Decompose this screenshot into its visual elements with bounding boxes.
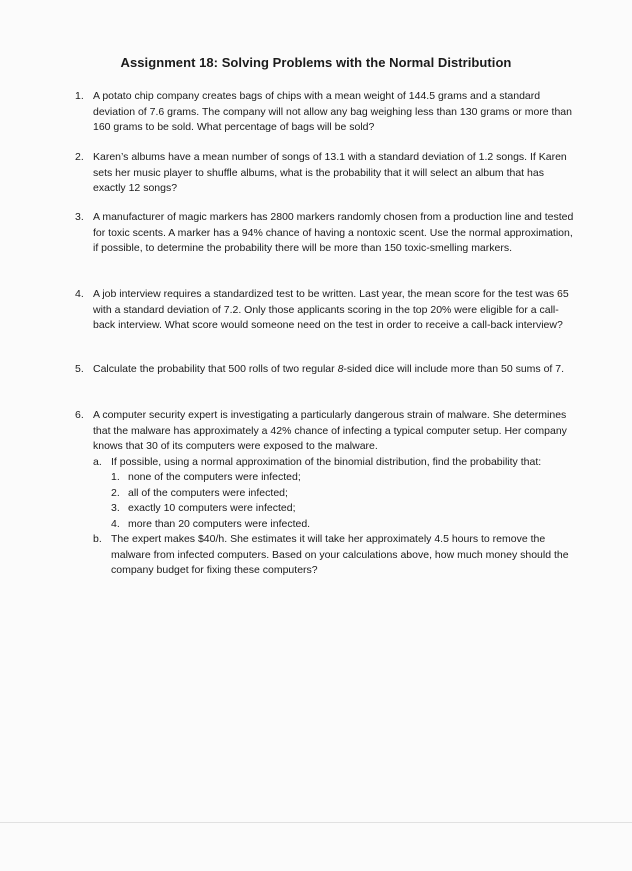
problem-text: A computer security expert is investigating a particularly dangerous strain of malware. She determines that the malware has approximately a 42% chance of infecting a typical computer setup. Her company knows that 30 of its computers were exposed to the malware. [93,409,567,452]
problem-text [93,362,575,378]
problem-5 [75,362,575,378]
item-label: 2. [111,486,120,499]
subpart-item [111,470,575,486]
problem-text: Karen’s albums have a mean number of songs of 13.1 with a standard deviation of 1.2 songs. If Karen sets her music player to shuffle albums, what is the probability that it will select an album that has exactly 12 songs? [93,151,567,194]
problem-number: 6. [75,409,84,421]
scan-edge-line [0,822,632,823]
problem-4 [75,287,575,334]
dice-sides-number: 8 [337,363,344,375]
item-text: exactly 10 computers were infected; [128,502,296,514]
problem-text: A manufacturer of magic markers has 2800 markers randomly chosen from a production line and tested for toxic scents. A marker has a 94% chance of having a nontoxic scent. Use the normal approximation, if possible, to determine the probability there will be more than 150 toxic-smelling markers. [93,211,574,254]
problem-2 [75,150,575,197]
problem-number: 5. [75,363,84,375]
subpart-item [111,501,575,517]
subpart-item [111,517,575,533]
problem-number: 3. [75,211,84,223]
page-title: Assignment 18: Solving Problems with the Normal Distribution [120,55,512,70]
subpart-b [93,532,575,579]
problem-text-end: -sided dice will include more than 50 sums of 7. [343,363,565,375]
problem-text: A potato chip company creates bags of chips with a mean weight of 144.5 grams and a standard deviation of 7.6 grams. The company will not allow any bag weighing less than 130 grams or more than 160 grams to be sold. What percentage of bags will be sold? [93,90,572,133]
problem-3 [75,210,575,257]
problem-number: 4. [75,288,84,300]
subpart-text: The expert makes $40/h. She estimates it will take her approximately 4.5 hours to remove the malware from infected computers. Based on your calculations above, how much money should the company budget for fixing these computers? [111,533,569,576]
subpart-a [93,455,575,533]
item-text: none of the computers were infected; [128,471,301,483]
item-text: all of the computers were infected; [128,486,288,499]
subpart-item [111,486,575,502]
subpart-label: a. [93,455,102,468]
problem-text: A job interview requires a standardized test to be written. Last year, the mean score for the test was 65 with a standard deviation of 7.2. Only those applicants scoring in the top 20% were eligible for a call-back interview. What score would someone need on the test in order to receive a call-back interview? [93,288,569,331]
item-text: more than 20 computers were infected. [128,517,311,530]
problem-number: 1. [75,90,84,102]
subpart-text: If possible, using a normal approximation of the binomial distribution, find the probability that: [111,455,542,468]
item-label: 4. [111,517,120,530]
subpart-label: b. [93,533,102,545]
item-label: 1. [111,471,120,483]
item-label: 3. [111,502,120,514]
problem-number: 2. [75,151,84,163]
problem-6 [75,408,575,579]
problem-1 [75,89,575,136]
problem-text-start: Calculate the probability that 500 rolls of two regular [93,363,338,375]
